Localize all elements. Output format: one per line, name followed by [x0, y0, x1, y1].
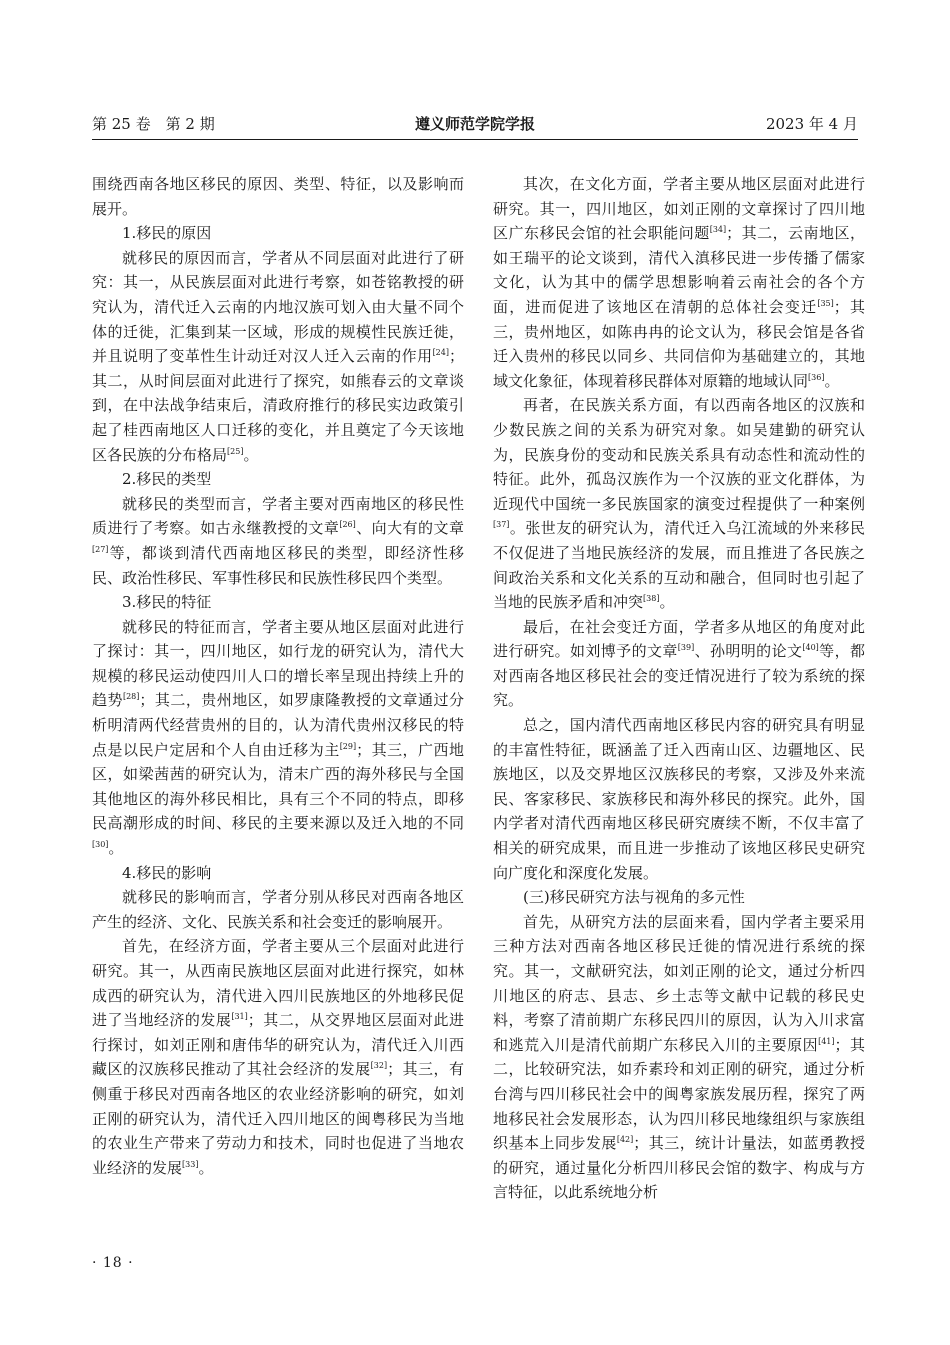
paragraph: 就移民的特征而言，学者主要从地区层面对此进行了探讨：其一，四川地区，如行龙的研究认为，清代大规模的移民运动使四川人口的增长率呈现出持续上升的趋势[28]；其二，贵州地区，如罗康隆教授的文章通过分析明清两代经营贵州的目的，认为清代贵州汉移民的特点是以民户定居和个人自由迁移为主[29]；其三，广西地区，如梁茜茜的研究认为，清末广西的海外移民与全国其他地区的海外移民相比，具有三个不同的特点，即移民高潮形成的时间、移民的主要来源以及迁入地的不同[30]。	[92, 617, 464, 858]
citation: [38]	[643, 594, 660, 604]
citation: [34]	[709, 225, 727, 235]
paragraph: 就移民的原因而言，学者从不同层面对此进行了研究：其一，从民族层面对此进行考察，如苍铭教授的研究认为，清代迁入云南的内地汉族可划入由大量不同个体的迁徙，汇集到某一区域，形成的规模性民族迁徙，并且说明了变革性生计动迁对汉人迁入云南的作用[24]；其二，从时间层面对此进行了探究，如熊春云的文章谈到，在中法战争结束后，清政府推行的移民实边政策引起了桂西南地区人口迁移的变化，并且奠定了今天该地区各民族的分布格局[25]。	[92, 248, 464, 464]
section-heading: 1.移民的原因	[122, 224, 212, 243]
citation: [39]	[677, 643, 695, 653]
journal-title: 遵义师范学院学报	[414, 115, 535, 133]
citation: [31]	[231, 1012, 248, 1022]
paragraph: 总之，国内清代西南地区移民内容的研究具有明显的丰富性特征，既涵盖了迁入西南山区、边疆地区、民族地区，以及交界地区汉族移民的考察，又涉及外来流民、客家移民、家族移民和海外移民的探究。此外，国内学者对清代西南地区移民研究赓续不断，不仅丰富了相关的研究成果，而且进一步推动了该地区移民史研究向广度化和深度化发展。	[493, 716, 865, 882]
left-column	[92, 172, 464, 1180]
citation: [30]	[92, 840, 109, 850]
running-header	[92, 113, 858, 139]
citation: [42]	[616, 1135, 634, 1145]
section-heading: 4.移民的影响	[122, 863, 212, 882]
citation: [40]	[802, 643, 819, 653]
paragraph: 首先，在经济方面，学者主要从三个层面对此进行研究。其一，从西南民族地区层面对此进行探究，如林成西的研究认为，清代进入四川民族地区的外地移民促进了当地经济的发展[31]；其二，从交界地区层面对此进行探讨，如刘正刚和唐伟华的研究认为，清代迁入川西藏区的汉族移民推动了其社会经济的发展[32]；其三，有侧重于移民对西南各地区的农业经济影响的研究，如刘正刚的研究认为，清代迁入四川地区的闽粤移民为当地的农业生产带来了劳动力和技术，同时也促进了当地农业经济的发展[33]。	[92, 937, 464, 1177]
paragraph: 其次，在文化方面，学者主要从地区层面对此进行研究。其一，四川地区，如刘正刚的文章探讨了四川地区广东移民会馆的社会职能问题[34]；其二，云南地区，如王瑞平的论文谈到，清代入滇移民进一步传播了儒家文化，认为其中的儒学思想影响着云南社会的各个方面，进而促进了该地区在清朝的总体社会变迁[35]；其三，贵州地区，如陈冉冉的论文认为，移民会馆是各省迁入贵州的移民以同乡、共同信仰为基础建立的，其地域文化象征，体现着移民群体对原籍的地域认同[36]。	[493, 175, 865, 390]
citation: [26]	[339, 520, 356, 530]
paragraph: 就移民的类型而言，学者主要对西南地区的移民性质进行了考察。如古永继教授的文章[26]、向大有的文章[27]等，都谈到清代西南地区移民的类型，即经济性移民、政治性移民、军事性移民和民族性移民四个类型。	[92, 494, 464, 587]
citation: [32]	[370, 1061, 388, 1071]
paragraph: 再者，在民族关系方面，有以西南各地区的汉族和少数民族之间的关系为研究对象。如吴建勤的研究认为，民族身份的变动和民族关系具有动态性和流动性的特征。此外，孤岛汉族作为一个汉族的亚文化群体，为近现代中国统一多民族国家的演变过程提供了一种案例[37]。张世友的研究认为，清代迁入乌江流域的外来移民不仅促进了当地民族经济的发展，而且推进了各民族之间政治关系和文化关系的互动和融合，但同时也引起了当地的民族矛盾和冲突[38]。	[493, 396, 865, 612]
header-rule	[92, 139, 858, 140]
page-number: · 18 ·	[92, 1255, 134, 1271]
citation: [37]	[493, 520, 510, 530]
section-heading: 3.移民的特征	[122, 593, 212, 612]
paragraph: 就移民的影响而言，学者分别从移民对西南各地区产生的经济、文化、民族关系和社会变迁的影响展开。	[92, 888, 464, 931]
citation: [33]	[182, 1159, 199, 1169]
citation: [24]	[432, 348, 449, 358]
citation: [35]	[817, 298, 834, 308]
citation: [29]	[339, 741, 357, 751]
right-column	[493, 172, 865, 1205]
paragraph: 围绕西南各地区移民的原因、类型、特征，以及影响而展开。	[92, 175, 464, 218]
citation: [25]	[227, 446, 244, 456]
publication-date: 2023 年 4 月	[765, 115, 858, 133]
citation: [27]	[92, 544, 109, 554]
volume-issue: 第 25 卷 第 2 期	[92, 115, 215, 133]
paragraph: 首先，从研究方法的层面来看，国内学者主要采用三种方法对西南各地区移民迁徙的情况进行系统的探究。其一，文献研究法，如刘正刚的论文，通过分析四川地区的府志、县志、乡土志等文献中记载的移民史料，考察了清前期广东移民四川的原因，认为入川求富和逃荒入川是清代前期广东移民入川的主要原因[41]；其二，比较研究法，如乔素玲和刘正刚的研究，通过分析台湾与四川移民社会中的闽粤家族发展历程，探究了两地移民社会发展形态，认为四川移民地缘组织与家族组织基本上同步发展[42]；其三，统计计量法，如蓝勇教授的研究，通过量化分析四川移民会馆的数字、构成与方言特征，以此系统地分析	[493, 912, 865, 1202]
section-heading: (三)移民研究方法与视角的多元性	[523, 888, 745, 907]
citation: [36]	[808, 372, 825, 382]
section-heading: 2.移民的类型	[122, 470, 212, 489]
paragraph: 最后，在社会变迁方面，学者多从地区的角度对此进行研究。如刘博予的文章[39]、孙明明的论文[40]等，都对西南各地区移民社会的变迁情况进行了较为系统的探究。	[493, 617, 865, 710]
citation: [28]	[122, 692, 140, 702]
citation: [41]	[818, 1036, 835, 1046]
